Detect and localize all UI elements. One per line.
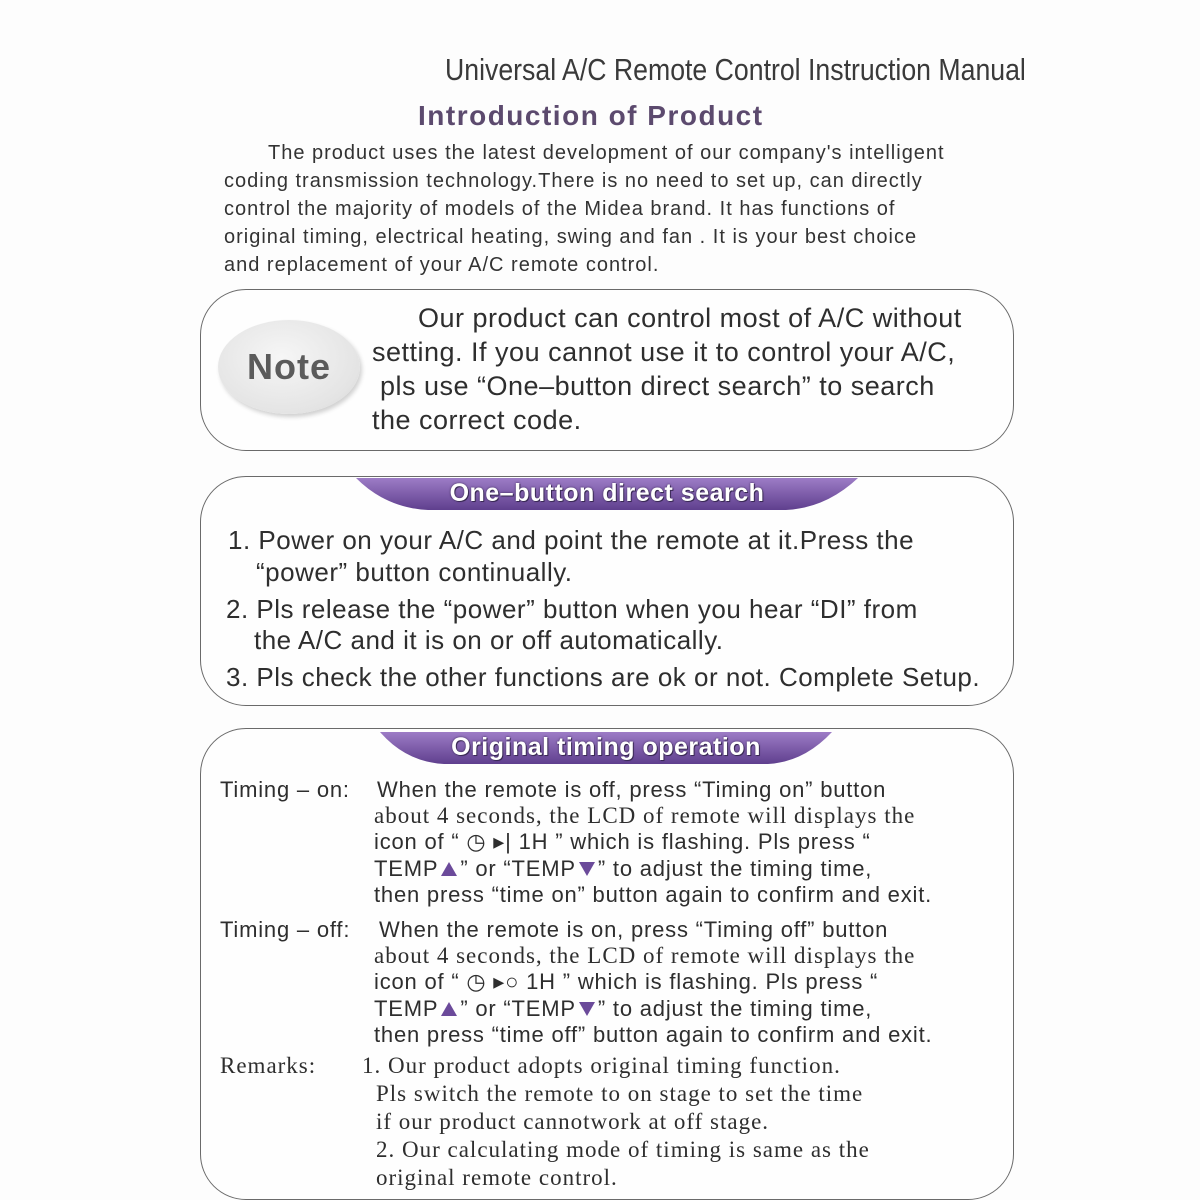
intro-line: original timing, electrical heating, swing and fan . It is your best choice [224, 226, 918, 248]
page-title: Universal A/C Remote Control Instruction Manual [445, 52, 1026, 87]
intro-line: control the majority of models of the Midea brand. It has functions of [224, 198, 896, 220]
timing-off-text [374, 969, 878, 995]
temp-label: TEMP [374, 856, 439, 881]
timing-off-text: When the remote is on, press “Timing off” button [379, 917, 889, 942]
timing-on-text: about 4 seconds, the LCD of remote will displays the [374, 803, 916, 828]
search-banner [356, 474, 858, 512]
temp-label: ” or “TEMP [460, 996, 576, 1021]
timing-off-text-a: icon of “ [374, 969, 460, 994]
note-line: Our product can control most of A/C without [418, 303, 962, 333]
intro-line: coding transmission technology.There is no need to set up, can directly [224, 170, 923, 192]
triangle-down-icon [579, 862, 595, 876]
timing-on-text [374, 856, 872, 882]
timing-on-text [374, 829, 871, 855]
timing-on-label: Timing – on: [220, 777, 350, 802]
temp-label: ” or “TEMP [460, 856, 576, 881]
note-line: the correct code. [372, 405, 582, 435]
timing-on-text-a: icon of “ [374, 829, 460, 854]
note-badge-label: Note [247, 346, 331, 387]
remarks-line: 1. Our product adopts original timing function. [362, 1053, 841, 1078]
temp-label: TEMP [374, 996, 439, 1021]
clock-icon: ◷ ▸| 1H [466, 829, 549, 854]
timing-off-text: about 4 seconds, the LCD of remote will displays the [374, 943, 916, 968]
timing-off-text-b: ” which is flashing. Pls press “ [562, 969, 879, 994]
step-line: “power” button continually. [256, 557, 573, 587]
step-line: 3. Pls check the other functions are ok or not. Complete Setup. [226, 662, 981, 692]
remarks-line: Pls switch the remote to on stage to set the time [376, 1081, 864, 1106]
timing-on-text-b: ” which is flashing. Pls press “ [555, 829, 871, 854]
timing-banner-label: Original timing operation [451, 732, 761, 761]
timing-off-label: Timing – off: [220, 917, 351, 942]
remarks-line: if our product cannotwork at off stage. [376, 1109, 770, 1134]
intro-line: The product uses the latest development of our company's intelligent [268, 142, 945, 164]
timing-off-text-c: ” to adjust the timing time, [597, 996, 873, 1021]
note-line: pls use “One–button direct search” to search [380, 371, 935, 401]
note-badge [218, 320, 360, 414]
triangle-up-icon [441, 862, 457, 876]
section-heading: Introduction of Product [418, 100, 764, 131]
timing-on-text: When the remote is off, press “Timing on” button [377, 777, 887, 802]
timing-off-text: then press “time off” button again to confirm and exit. [374, 1022, 933, 1047]
note-line: setting. If you cannot use it to control your A/C, [372, 337, 956, 367]
remarks-line: 2. Our calculating mode of timing is same as the [376, 1137, 870, 1162]
step-line: 1. Power on your A/C and point the remote at it.Press the [228, 525, 915, 555]
remarks-label: Remarks: [220, 1053, 317, 1078]
timing-on-text-c: ” to adjust the timing time, [597, 856, 873, 881]
search-banner-label: One–button direct search [449, 478, 765, 507]
timing-banner [380, 728, 832, 766]
timing-off-text [374, 996, 872, 1022]
triangle-down-icon [579, 1002, 595, 1016]
step-line: 2. Pls release the “power” button when you hear “DI” from [226, 594, 918, 624]
triangle-up-icon [441, 1002, 457, 1016]
remarks-line: original remote control. [376, 1165, 618, 1190]
intro-line: and replacement of your A/C remote control. [224, 254, 660, 276]
timing-on-text: then press “time on” button again to confirm and exit. [374, 882, 933, 907]
step-line: the A/C and it is on or off automatically. [254, 625, 724, 655]
clock-icon: ◷ ▸○ 1H [466, 969, 556, 994]
